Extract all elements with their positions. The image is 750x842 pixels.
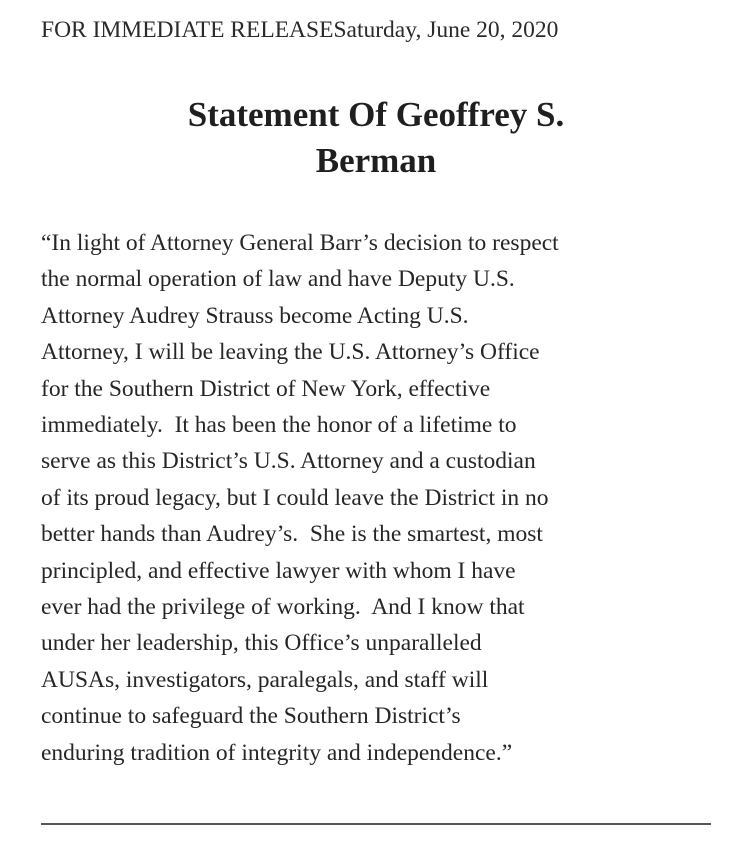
statement-line: under her leadership, this Office’s unparalleled [41, 630, 482, 657]
statement-line: continue to safeguard the Southern District’s [41, 703, 461, 730]
divider-rule [41, 823, 711, 825]
statement-line: better hands than Audrey’s. She is the smartest, most [41, 521, 543, 548]
statement-line: “In light of Attorney General Barr’s decision to respect [41, 230, 559, 256]
statement-line: for the Southern District of New York, effective [41, 375, 491, 402]
title-line: Berman [315, 141, 437, 180]
statement-line: of its proud legacy, but I could leave the District in no [41, 484, 549, 511]
statement-line: ever had the privilege of working. And I know that [41, 594, 525, 621]
release-label: FOR IMMEDIATE RELEASE [41, 17, 334, 43]
statement-line: AUSAs, investigators, paralegals, and staff will [41, 666, 489, 693]
release-header [41, 16, 711, 44]
statement-line: principled, and effective lawyer with whom I have [41, 557, 516, 584]
statement-line: immediately. It has been the honor of a lifetime to [41, 412, 517, 439]
release-date: Saturday, June 20, 2020 [333, 17, 559, 43]
statement-line: enduring tradition of integrity and independence.” [41, 739, 513, 766]
statement-line: the normal operation of law and have Deputy U.S. [41, 266, 515, 293]
press-release-document [41, 0, 711, 842]
statement-line: serve as this District’s U.S. Attorney and a custodian [41, 448, 536, 475]
statement-body [41, 225, 711, 771]
title-line: Statement Of Geoffrey S. [187, 95, 565, 134]
statement-line: Attorney Audrey Strauss become Acting U.S. [41, 302, 469, 329]
statement-title [41, 92, 711, 184]
statement-line: Attorney, I will be leaving the U.S. Attorney’s Office [41, 339, 540, 366]
